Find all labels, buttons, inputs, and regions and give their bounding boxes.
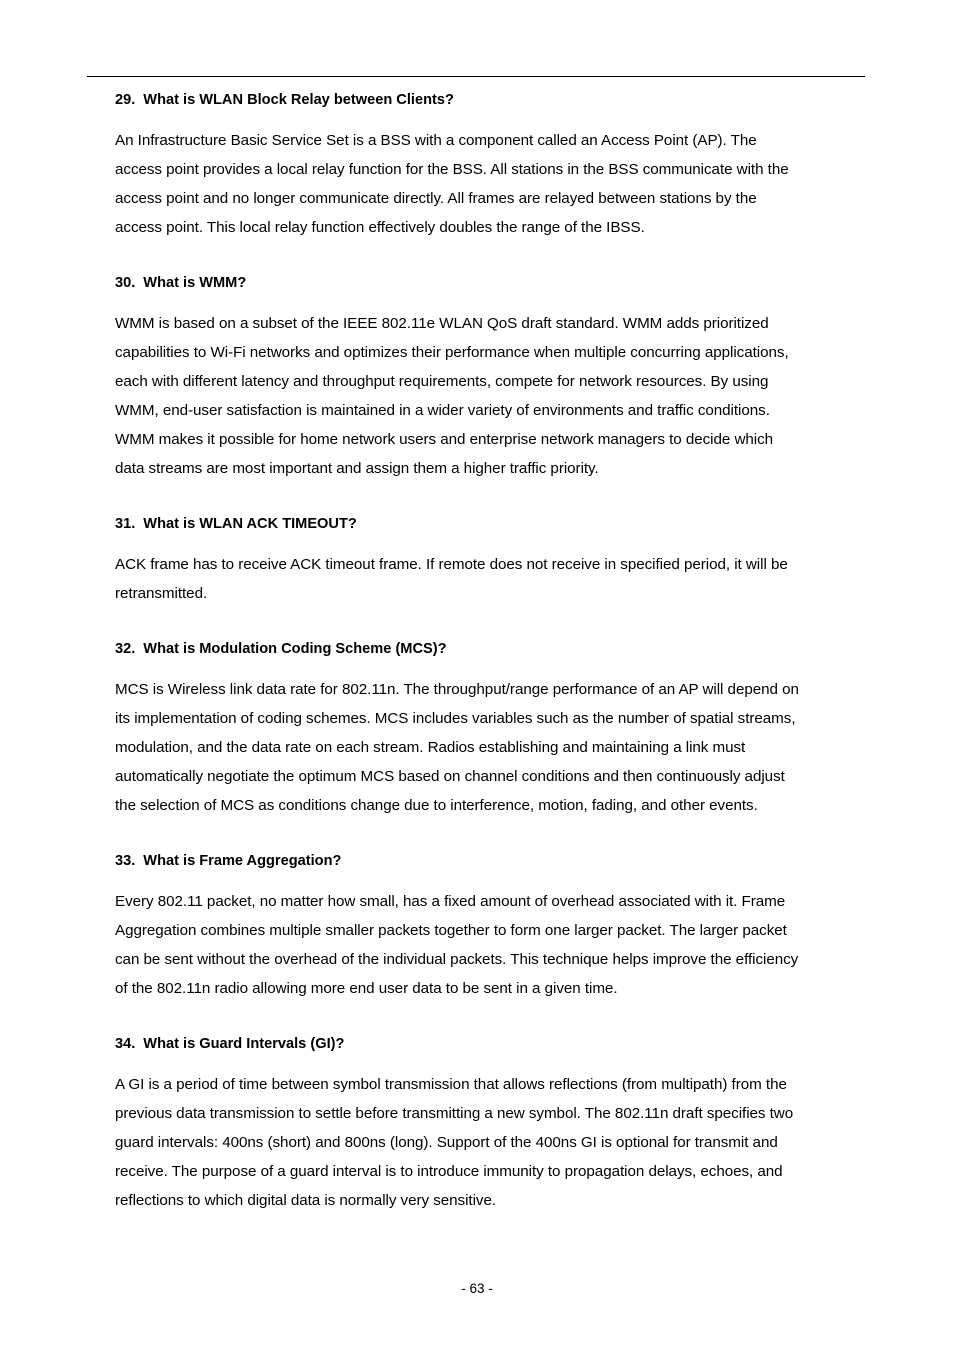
answer-line: ACK frame has to receive ACK timeout frame. If remote does not receive in specified period, it will be: [115, 556, 788, 573]
faq-section-32: [115, 637, 845, 820]
answer-line: MCS is Wireless link data rate for 802.11n. The throughput/range performance of an AP will depend on: [115, 681, 799, 698]
page-number: - 63 -: [461, 1281, 493, 1296]
faq-content: [115, 88, 845, 1244]
answer-line: automatically negotiate the optimum MCS based on channel conditions and then continuously adjust: [115, 768, 785, 785]
answer-line: Aggregation combines multiple smaller packets together to form one larger packet. The larger packet: [115, 922, 787, 939]
question-number: 29.: [115, 92, 136, 108]
question-heading: [115, 637, 845, 661]
question-title: What is Modulation Coding Scheme (MCS)?: [143, 641, 447, 657]
answer-line: WMM, end-user satisfaction is maintained in a wider variety of environments and traffic conditions.: [115, 402, 770, 419]
answer-line: modulation, and the data rate on each stream. Radios establishing and maintaining a link must: [115, 739, 746, 756]
question-title: What is WMM?: [143, 275, 247, 291]
answer-line: the selection of MCS as conditions change due to interference, motion, fading, and other events.: [115, 797, 758, 814]
faq-section-34: [115, 1032, 845, 1215]
answer-line: retransmitted.: [115, 585, 208, 602]
question-title: What is WLAN Block Relay between Clients?: [143, 92, 454, 108]
answer-line: previous data transmission to settle before transmitting a new symbol. The 802.11n draft specifies two: [115, 1105, 794, 1122]
answer-line: WMM is based on a subset of the IEEE 802.11e WLAN QoS draft standard. WMM adds prioritized: [115, 315, 769, 332]
answer-line: each with different latency and throughput requirements, compete for network resources. By using: [115, 373, 769, 390]
question-heading: [115, 1032, 845, 1056]
faq-section-30: [115, 271, 845, 483]
header-rule: [87, 76, 865, 77]
question-number: 32.: [115, 641, 136, 657]
answer-line: An Infrastructure Basic Service Set is a BSS with a component called an Access Point (AP). The: [115, 132, 757, 149]
answer-paragraph: [115, 675, 845, 820]
answer-line: reflections to which digital data is normally very sensitive.: [115, 1192, 497, 1209]
question-heading: [115, 271, 845, 295]
question-heading: [115, 849, 845, 873]
question-title: What is WLAN ACK TIMEOUT?: [143, 516, 357, 532]
question-number: 31.: [115, 516, 136, 532]
question-heading: [115, 512, 845, 536]
answer-line: capabilities to Wi-Fi networks and optimizes their performance when multiple concurring applications,: [115, 344, 789, 361]
answer-line: data streams are most important and assign them a higher traffic priority.: [115, 460, 599, 477]
answer-paragraph: [115, 1070, 845, 1215]
answer-line: access point provides a local relay function for the BSS. All stations in the BSS communicate with the: [115, 161, 789, 178]
faq-section-33: [115, 849, 845, 1003]
question-number: 33.: [115, 853, 136, 869]
faq-section-31: [115, 512, 845, 608]
question-number: 34.: [115, 1036, 136, 1052]
faq-section-29: [115, 88, 845, 242]
answer-paragraph: [115, 126, 845, 242]
question-heading: [115, 88, 845, 112]
answer-line: receive. The purpose of a guard interval is to introduce immunity to propagation delays, echoes, and: [115, 1163, 783, 1180]
answer-line: of the 802.11n radio allowing more end user data to be sent in a given time.: [115, 980, 618, 997]
answer-line: guard intervals: 400ns (short) and 800ns (long). Support of the 400ns GI is optional for transmit and: [115, 1134, 778, 1151]
answer-paragraph: [115, 309, 845, 483]
question-title: What is Frame Aggregation?: [143, 853, 342, 869]
question-title: What is Guard Intervals (GI)?: [143, 1036, 345, 1052]
question-number: 30.: [115, 275, 136, 291]
answer-line: WMM makes it possible for home network users and enterprise network managers to decide which: [115, 431, 774, 448]
answer-line: its implementation of coding schemes. MCS includes variables such as the number of spatial streams,: [115, 710, 796, 727]
answer-line: access point and no longer communicate directly. All frames are relayed between stations by the: [115, 190, 757, 207]
answer-paragraph: [115, 550, 845, 608]
answer-line: A GI is a period of time between symbol transmission that allows reflections (from multipath) from the: [115, 1076, 787, 1093]
answer-paragraph: [115, 887, 845, 1003]
answer-line: can be sent without the overhead of the individual packets. This technique helps improve the efficiency: [115, 951, 799, 968]
answer-line: Every 802.11 packet, no matter how small, has a fixed amount of overhead associated with it. Frame: [115, 893, 786, 910]
answer-line: access point. This local relay function effectively doubles the range of the IBSS.: [115, 219, 645, 236]
